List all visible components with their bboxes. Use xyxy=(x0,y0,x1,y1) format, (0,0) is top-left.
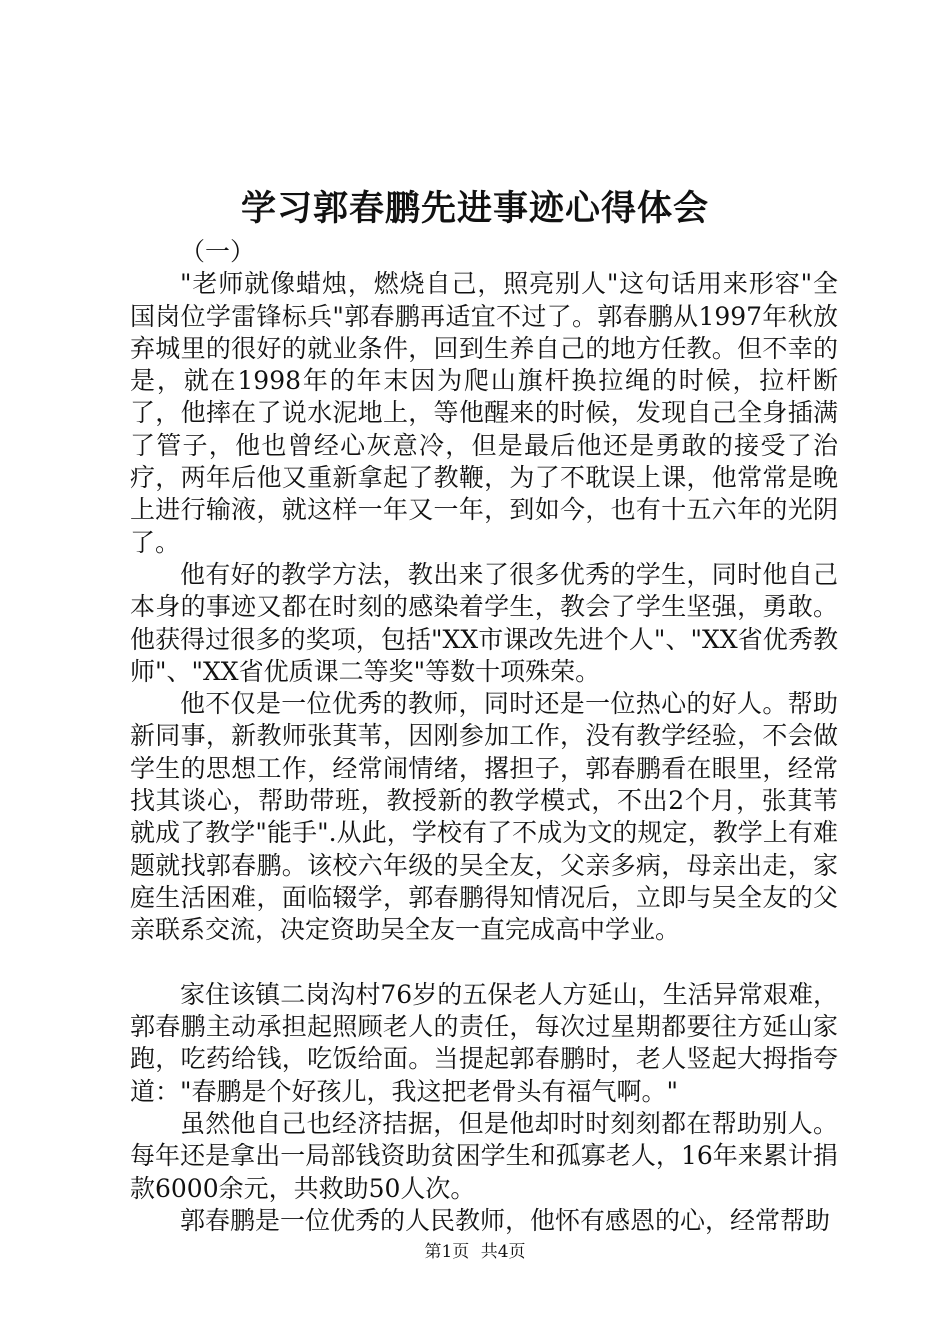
paragraph-3: 他不仅是一位优秀的教师，同时还是一位热心的好人。帮助新同事，新教师张萁苇，因刚参加工作，没有教学经验，不会做学生的思想工作，经常闹情绪，撂担子，郭春鹏看在眼里，经常找其谈心，帮助带班，教授新的教学模式，不出2个月，张萁苇就成了教学"能手".从此，学校有了不成为文的规定，教学上有难题就找郭春鹏。该校六年级的吴全友，父亲多病，母亲出走，家庭生活困难，面临辍学，郭春鹏得知情况后，立即与吴全友的父亲联系交流，决定资助吴全友一直完成高中学业。 xyxy=(130,689,838,945)
page-count: 共4页 xyxy=(480,1242,526,1262)
paragraph-2: 他有好的教学方法，教出来了很多优秀的学生，同时他自己本身的事迹又都在时刻的感染着学生，教会了学生坚强，勇敢。他获得过很多的奖项，包括"XX市课改先进个人"、"XX省优秀教师"、"XX省优质课二等奖"等数十项殊荣。 xyxy=(130,559,838,686)
paragraph-spacer xyxy=(130,947,838,979)
document-title: 学习郭春鹏先进事迹心得体会 xyxy=(240,188,709,229)
paragraph-4: 家住该镇二岗沟村76岁的五保老人方延山，生活异常艰难，郭春鹏主动承担起照顾老人的责任，每次过星期都要往方延山家跑，吃药给钱，吃饭给面。当提起郭春鹏时，老人竖起大拇指夸道："春鹏是个好孩儿，我这把老骨头有福气啊。" xyxy=(130,979,838,1106)
page-footer xyxy=(0,1240,950,1264)
page-number: 第1页 xyxy=(424,1242,470,1262)
section-heading: （一） xyxy=(180,237,256,266)
paragraph-1: "老师就像蜡烛，燃烧自己，照亮别人"这句话用来形容"全国岗位学雷锋标兵"郭春鹏再适宜不过了。郭春鹏从1997年秋放弃城里的很好的就业条件，回到生养自己的地方任教。但不幸的是，就在1998年的年末因为爬山旗杆换拉绳的时候，拉杆断了，他摔在了说水泥地上，等他醒来的时候，发现自己全身插满了管子，他也曾经心灰意冷，但是最后他还是勇敢的接受了治疗，两年后他又重新拿起了教鞭，为了不耽误上课，他常常是晚上进行输液，就这样一年又一年，到如今，也有十五六年的光阴了。 xyxy=(130,269,838,557)
paragraph-6: 郭春鹏是一位优秀的人民教师，他怀有感恩的心，经常帮助 xyxy=(180,1205,831,1235)
document-body xyxy=(130,236,838,1237)
paragraph-5: 虽然他自己也经济拮据，但是他却时时刻刻都在帮助别人。每年还是拿出一局部钱资助贫困学生和孤寡老人，16年来累计捐款6000余元，共救助50人次。 xyxy=(130,1109,838,1203)
